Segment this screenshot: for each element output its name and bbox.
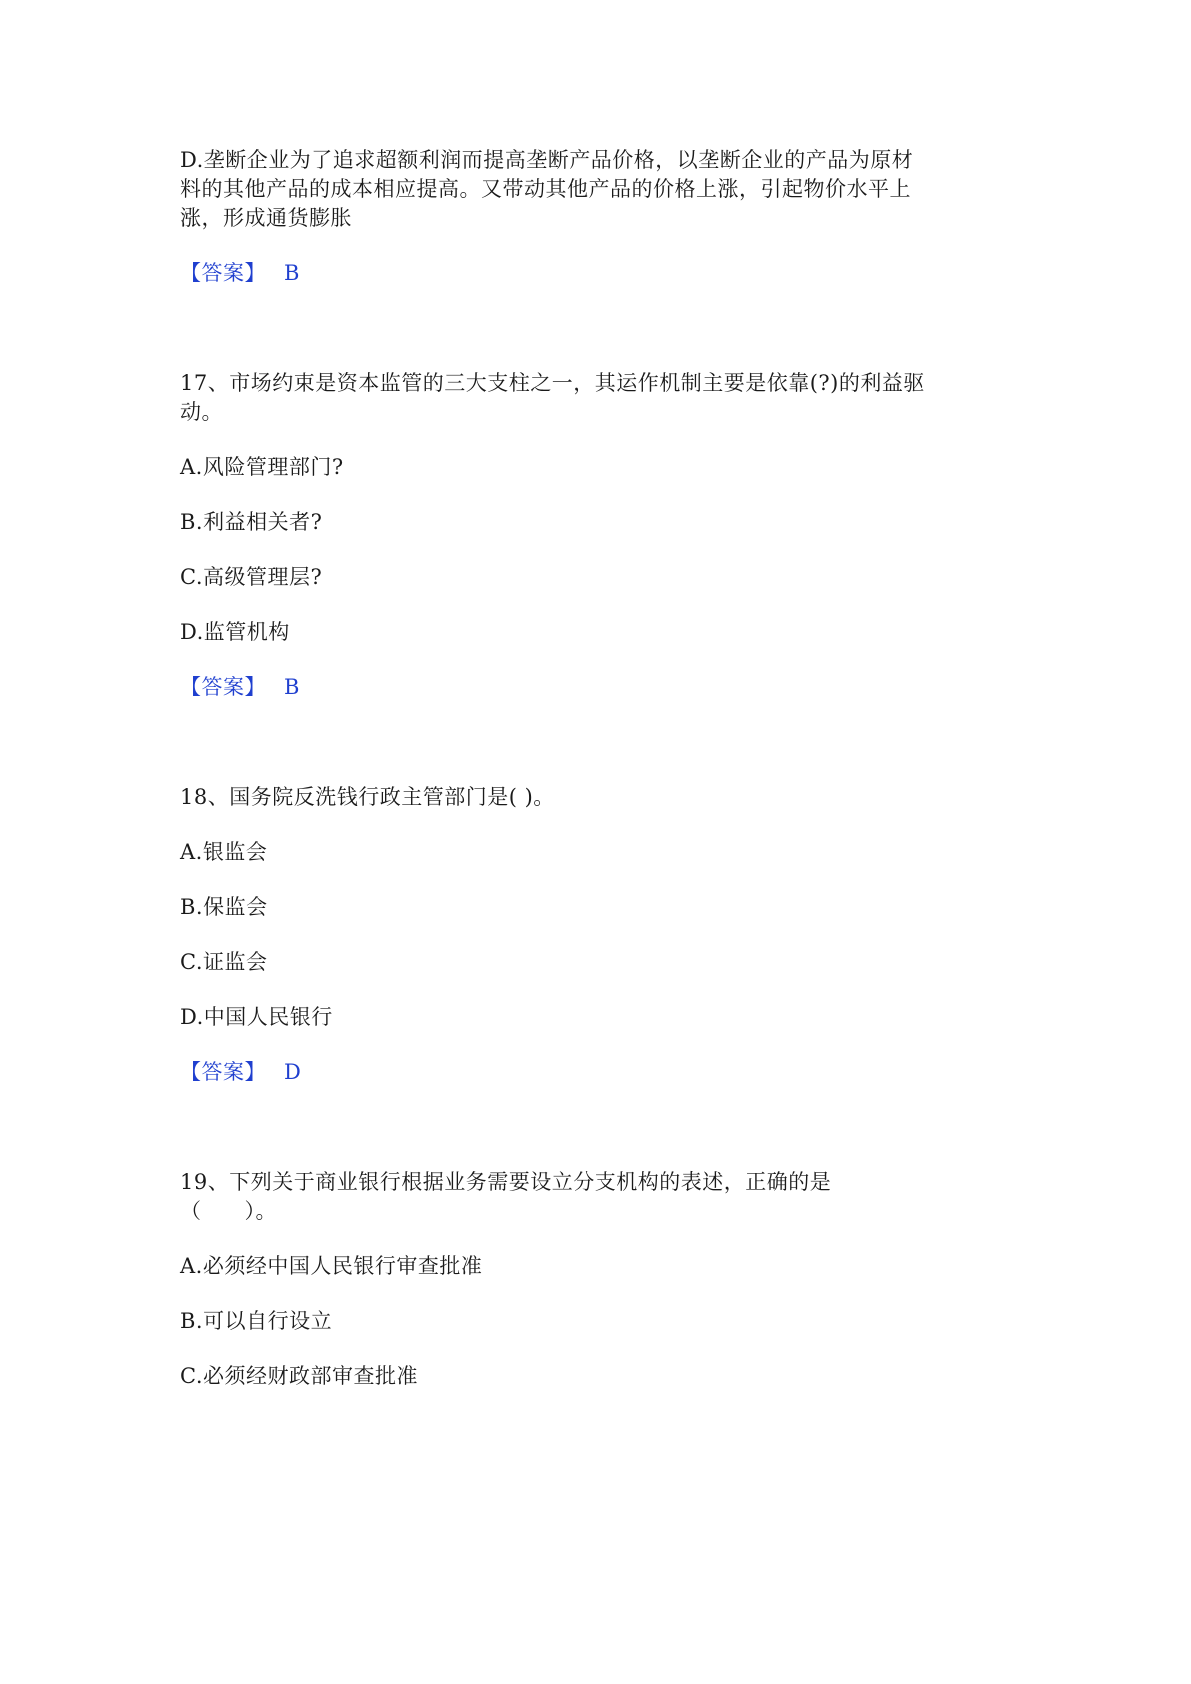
prev-option-d-line-3: 涨，形成通货膨胀 bbox=[180, 206, 352, 230]
q18-option-c: C.证监会 bbox=[180, 950, 268, 974]
prev-option-d-line-1: D.垄断企业为了追求超额利润而提高垄断产品价格，以垄断企业的产品为原材 bbox=[180, 148, 914, 172]
answer-label: 【答案】 bbox=[180, 1060, 266, 1084]
answer-value: D bbox=[284, 1060, 302, 1084]
q19-option-c: C.必须经财政部审查批准 bbox=[180, 1364, 418, 1388]
q19-option-a: A.必须经中国人民银行审查批准 bbox=[180, 1254, 483, 1278]
q17-option-b: B.利益相关者? bbox=[180, 510, 323, 534]
q18-option-a: A.银监会 bbox=[180, 840, 268, 864]
answer-value: B bbox=[284, 261, 300, 285]
q17-option-d: D.监管机构 bbox=[180, 620, 290, 644]
q17-option-c: C.高级管理层? bbox=[180, 565, 323, 589]
answer-label: 【答案】 bbox=[180, 261, 266, 285]
answer-label: 【答案】 bbox=[180, 675, 266, 699]
q18-answer bbox=[180, 1055, 301, 1089]
q18-stem: 18、国务院反洗钱行政主管部门是( )。 bbox=[180, 785, 555, 809]
q19-option-b: B.可以自行设立 bbox=[180, 1309, 333, 1333]
q19-stem-line-2: （ ）。 bbox=[180, 1199, 277, 1223]
q18-option-b: B.保监会 bbox=[180, 895, 268, 919]
q17-stem-line-1: 17、市场约束是资本监管的三大支柱之一，其运作机制主要是依靠(?)的利益驱 bbox=[180, 371, 925, 395]
q17-answer bbox=[180, 670, 300, 704]
q17-stem-line-2: 动。 bbox=[180, 400, 223, 424]
q19-stem-line-1: 19、下列关于商业银行根据业务需要设立分支机构的表述，正确的是 bbox=[180, 1170, 832, 1194]
prev-option-d-line-2: 料的其他产品的成本相应提高。又带动其他产品的价格上涨，引起物价水平上 bbox=[180, 177, 911, 201]
prev-answer bbox=[180, 256, 300, 290]
q18-option-d: D.中国人民银行 bbox=[180, 1005, 333, 1029]
q17-option-a: A.风险管理部门? bbox=[180, 455, 344, 479]
answer-value: B bbox=[284, 675, 300, 699]
